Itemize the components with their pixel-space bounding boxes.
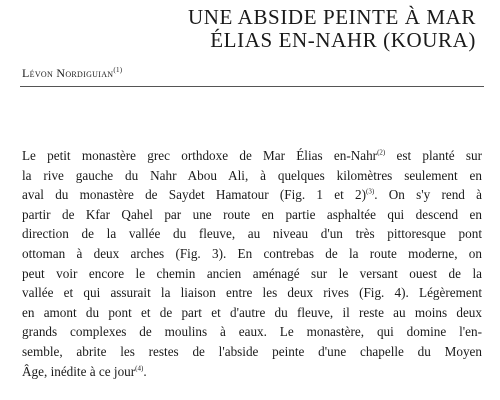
paragraph-line <box>22 264 482 284</box>
title-line-2: ÉLIAS EN-NAHR (KOURA) <box>210 28 476 52</box>
paragraph-line <box>22 244 482 264</box>
footnote-marker: (3) <box>366 187 375 196</box>
line-text: ottoman à deux arches (Fig. 3). En contrebas de la route moderne, on <box>22 245 482 261</box>
paragraph-line <box>22 342 482 362</box>
article-title <box>188 6 476 52</box>
line-tail-text: est planté sur <box>385 148 482 163</box>
header-divider <box>20 86 484 87</box>
title-line-1: UNE ABSIDE PEINTE À MAR <box>188 5 476 29</box>
paragraph-line <box>22 166 482 186</box>
article-body <box>22 146 482 381</box>
footnote-marker: (2) <box>377 148 386 157</box>
paragraph-line <box>22 224 482 244</box>
line-tail-text: . On s'y rend à <box>374 187 482 203</box>
line-text: aval du monastère de Saydet Hamatour (Fig. 1 et 2) <box>22 187 367 203</box>
author-name: Lévon Nordiguian <box>22 66 114 80</box>
line-text: partir de Kfar Qahel par une route en partie asphaltée qui descend en <box>22 206 482 222</box>
line-text: la rive gauche du Nahr Abou Ali, à quelques kilomètres seulement en <box>22 167 482 183</box>
paragraph-line <box>22 322 482 342</box>
line-text: grands complexes de moulins à eaux. Le monastère, qui domine l'en- <box>22 324 482 340</box>
line-text: peut voir encore le chemin ancien aménagé sur le versant ouest de la <box>22 265 482 281</box>
line-tail-text: . <box>143 363 147 379</box>
line-text: Âge, inédite à ce jour <box>22 363 136 379</box>
paragraph-line <box>22 303 482 323</box>
line-text: vallée et qui assurait la liaison entre les deux rives (Fig. 4). Légèrement <box>22 285 482 301</box>
author-footnote-marker: (1) <box>113 66 123 74</box>
paragraph-line <box>22 146 482 166</box>
line-text: Le petit monastère grec orthdoxe de Mar Élias en-Nahr <box>22 148 378 163</box>
line-text: semble, abrite les restes de l'abside peinte d'une chapelle du Moyen <box>22 343 482 359</box>
line-text: direction de la vallée du fleuve, au niveau d'un très pittoresque pont <box>22 226 482 242</box>
paragraph-line <box>22 362 482 382</box>
footnote-marker: (4) <box>135 364 144 373</box>
line-text: en amont du pont et de part et d'autre du fleuve, il reste au moins deux <box>22 304 482 320</box>
paragraph-line <box>22 185 482 205</box>
paragraph-line <box>22 205 482 225</box>
paragraph-line <box>22 283 482 303</box>
author-byline <box>22 66 122 81</box>
